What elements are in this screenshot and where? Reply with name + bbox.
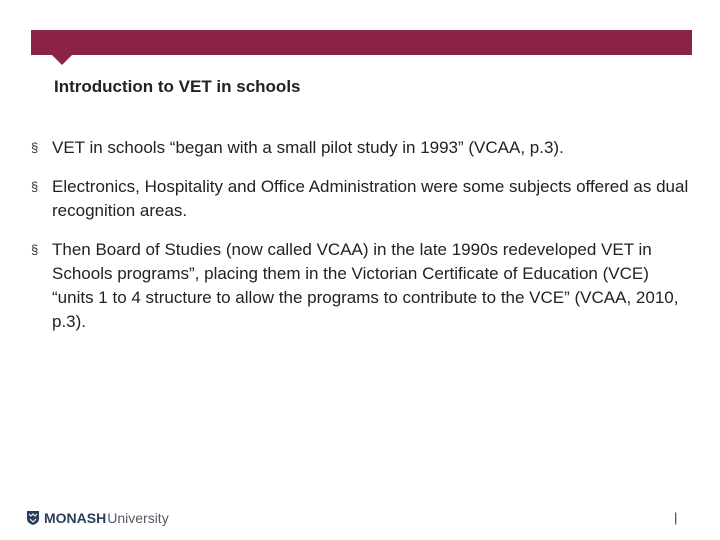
bullet-marker: § xyxy=(31,242,39,257)
monash-shield-icon xyxy=(27,511,39,525)
bullet-text: Electronics, Hospitality and Office Administration were some subjects offered as dual recognition areas. xyxy=(52,177,689,220)
logo-text-bold: MONASH xyxy=(44,510,107,526)
bullet-marker: § xyxy=(31,179,39,194)
monash-logo xyxy=(27,507,169,529)
bullet-marker: § xyxy=(31,140,39,155)
page-number: | xyxy=(674,510,678,525)
bullet-list xyxy=(31,136,691,349)
title-bar-notch xyxy=(52,55,72,65)
bullet-item xyxy=(31,136,691,160)
title-bar xyxy=(31,30,692,55)
bullet-text: VET in schools “began with a small pilot study in 1993” (VCAA, p.3). xyxy=(52,138,564,157)
bullet-item xyxy=(31,238,691,334)
logo-text-light: University xyxy=(107,510,169,526)
bullet-item xyxy=(31,175,691,223)
bullet-text: Then Board of Studies (now called VCAA) in the late 1990s redeveloped VET in Schools programs”, placing them in the Victorian Certificate of Education (VCE) “units 1 to 4 structure to allow the programs to contribute to the VCE” (VCAA, 2010, p.3). xyxy=(52,240,679,331)
slide-title: Introduction to VET in schools xyxy=(54,77,301,96)
